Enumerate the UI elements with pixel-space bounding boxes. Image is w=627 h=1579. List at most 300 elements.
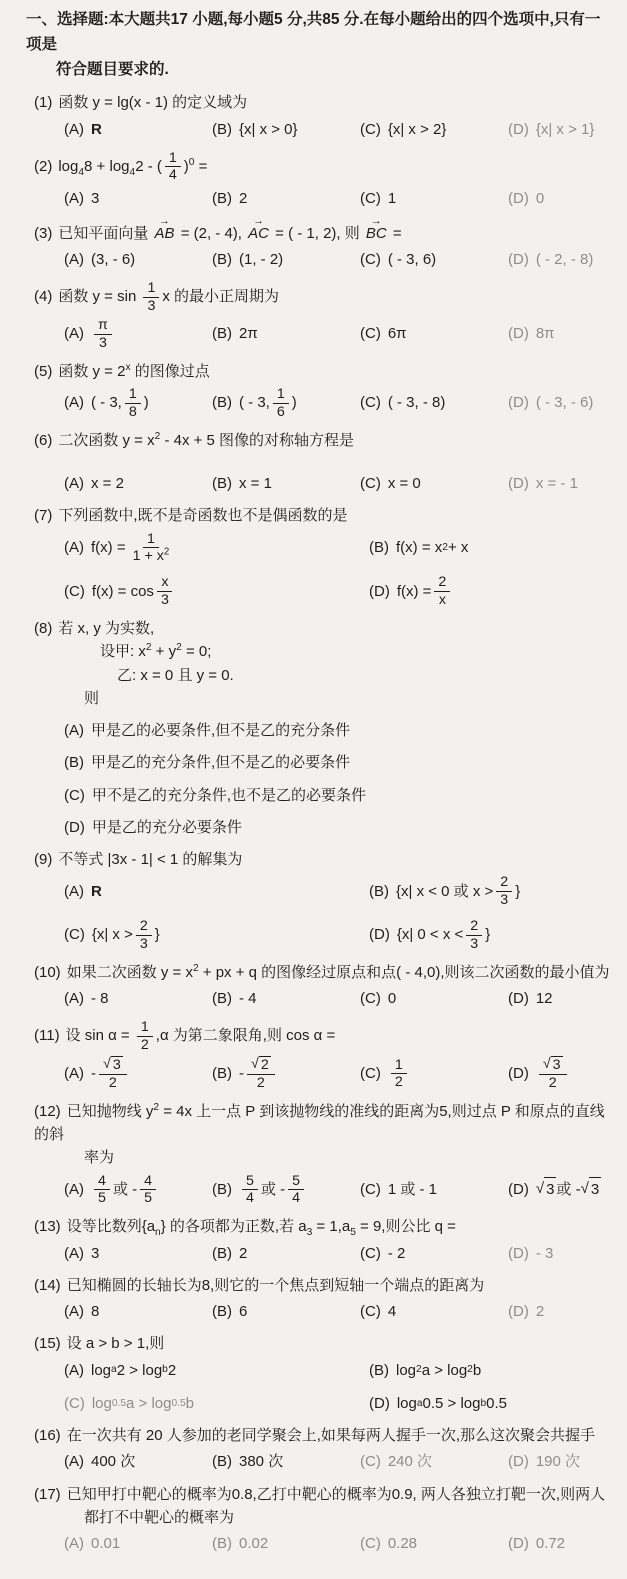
option-value: ( - 3, - 8) <box>387 394 446 412</box>
option-A <box>64 1242 212 1265</box>
option-D <box>508 322 555 345</box>
question-10 <box>12 961 615 1011</box>
option-label: (B) <box>212 120 232 138</box>
fraction: $\frac{1}{4}$ <box>165 150 181 184</box>
fraction: $\frac{\pi}{3}$ <box>94 317 112 351</box>
fraction: $\frac{2}{x}$ <box>434 574 450 608</box>
option-value: 0.02 <box>239 1535 269 1553</box>
option-A <box>64 248 212 271</box>
option-C <box>64 918 369 952</box>
option-value: log 0.5 a > log 0.5 b <box>91 1394 195 1412</box>
question-number: (8) <box>34 620 53 638</box>
fraction: $\frac{1}{6}$ <box>273 386 289 420</box>
option-C <box>360 1450 508 1473</box>
section-header-line2: 符合题目要求的. <box>56 60 169 78</box>
option-label: (C) <box>360 1453 381 1471</box>
options <box>64 1173 615 1207</box>
option-label: (C) <box>360 251 381 269</box>
option-label: (A) <box>64 189 84 207</box>
fraction: $\frac{5}{4}$ <box>242 1173 258 1207</box>
option-value <box>91 317 115 351</box>
option-value: {x| x > $\frac{2}{3}$ } <box>91 918 160 952</box>
option-B <box>369 536 615 559</box>
option-label: (D) <box>508 120 529 138</box>
option-label: (A) <box>64 120 84 138</box>
option-label: (D) <box>369 582 390 600</box>
option-D <box>508 1450 580 1473</box>
option-value: {x| x > 2} <box>387 120 447 138</box>
fraction: $\frac{2}{3}$ <box>466 918 482 952</box>
question-stem: (2) $\log_48 + \log_42$ - ( $\frac{1}{4}$ )$^0$ = <box>34 149 208 184</box>
option-C <box>64 784 615 807</box>
option-value: √ 3 或 - √ 3 <box>536 1177 601 1201</box>
question-number: (3) <box>34 224 53 242</box>
option-value: 甲是乙的必要条件,但不是乙的充分条件 <box>91 722 351 740</box>
option-value: {x| x < 0 或 x > $\frac{2}{3}$ } <box>396 874 521 908</box>
option-D <box>508 1532 565 1555</box>
option-label: (B) <box>369 882 389 900</box>
options <box>64 248 615 271</box>
fraction: $\frac{2}{3}$ <box>136 918 152 952</box>
option-label: (B) <box>212 1244 232 1262</box>
options <box>64 874 615 952</box>
option-value: 8π <box>535 325 555 343</box>
option-value: - √ 3 2 <box>91 1056 130 1091</box>
options <box>64 472 615 495</box>
option-B <box>212 1450 360 1473</box>
option-value: 3 <box>91 189 100 207</box>
options <box>64 187 615 210</box>
vector-arrow-notation: → AB <box>155 219 175 245</box>
option-label: (D) <box>508 990 529 1008</box>
question-stem-continued: 率为 <box>84 1149 115 1167</box>
option-value: {x| x > 1} <box>535 120 595 138</box>
fraction: √ 2 2 <box>247 1056 275 1091</box>
option-label: (C) <box>360 1064 381 1082</box>
option-label: (A) <box>64 1535 84 1553</box>
option-D <box>508 987 553 1010</box>
question-11 <box>12 1019 615 1091</box>
question-16 <box>12 1424 615 1474</box>
option-C <box>360 248 508 271</box>
option-label: (D) <box>508 1303 529 1321</box>
option-label: (A) <box>64 1180 84 1198</box>
question-number: (14) <box>34 1276 61 1294</box>
option-value: 2 <box>239 189 248 207</box>
question-number: (6) <box>34 431 53 449</box>
option-C <box>360 1532 508 1555</box>
question-stem: (4) 函数 y = sin $\frac{1}{3}$ x 的最小正周期为 <box>34 280 280 314</box>
option-label: (A) <box>64 538 84 556</box>
option-value: 240 次 <box>387 1453 433 1471</box>
option-value: {x| x > 0} <box>239 120 298 138</box>
option-A <box>64 1300 212 1323</box>
option-value: x = 2 <box>91 475 124 493</box>
question-number: (13) <box>34 1218 61 1236</box>
option-label: (C) <box>64 1394 85 1412</box>
option-value: x = - 1 <box>535 475 578 493</box>
option-value: $\frac{4}{5}$ 或 - $\frac{4}{5}$ <box>91 1173 159 1207</box>
option-C <box>360 1057 508 1091</box>
question-number: (9) <box>34 851 53 869</box>
question-1 <box>12 91 615 141</box>
option-A <box>64 1359 369 1382</box>
option-value: (1, - 2) <box>239 251 284 269</box>
question-stem-continued: 都打不中靶心的概率为 <box>84 1508 235 1526</box>
option-A <box>64 1173 212 1207</box>
option-D <box>508 187 544 210</box>
question-number: (16) <box>34 1427 61 1445</box>
option-value: x = 0 <box>387 475 421 493</box>
option-label: (B) <box>212 251 232 269</box>
option-B <box>212 1300 360 1323</box>
option-B <box>64 751 615 774</box>
option-label: (C) <box>360 990 381 1008</box>
option-value: 4 <box>387 1303 397 1321</box>
option-B <box>212 386 360 420</box>
option-value <box>536 1056 570 1091</box>
option-label: (A) <box>64 1453 84 1471</box>
option-label: (B) <box>212 394 232 412</box>
option-value: 甲是乙的充分必要条件 <box>91 818 242 836</box>
question-stem: (10) 如果二次函数 $y = x^2$ + px + q 的图像经过原点和点( - 4,0),则该二次函数的最小值为 <box>34 962 610 981</box>
question-stem: (11) 设 sin α = $\frac{1}{2}$ ,α 为第二象限角,则 cos α = <box>34 1019 336 1053</box>
section-header <box>12 8 615 82</box>
option-label: (A) <box>64 722 84 740</box>
sqrt-notation: √ 3 <box>581 1177 602 1201</box>
option-value: - √ 2 2 <box>239 1056 278 1091</box>
option-B <box>369 1359 615 1382</box>
question-stem: (7) 下列函数中,既不是奇函数也不是偶函数的是 <box>34 507 348 525</box>
question-stem: (13) 设等比数列$\{a_n\}$ 的各项都为正数,若 $a_3 = 1,a_5 = 9$,则公比 q = <box>34 1218 456 1239</box>
option-B <box>212 987 360 1010</box>
question-stem-continued: 乙: x = 0 且 y = 0. <box>117 666 234 684</box>
fraction: $\frac{4}{5}$ <box>94 1173 110 1207</box>
options <box>64 1359 615 1416</box>
option-B <box>212 322 360 345</box>
options <box>12 719 615 839</box>
options <box>64 317 615 351</box>
option-label: (B) <box>212 1180 232 1198</box>
vector-arrow-notation: → AC <box>248 219 269 245</box>
option-label: (C) <box>360 325 381 343</box>
option-label: (D) <box>508 394 529 412</box>
option-label: (D) <box>508 325 529 343</box>
option-label: (A) <box>64 1064 84 1082</box>
option-value: $\frac{5}{4}$ 或 - $\frac{5}{4}$ <box>239 1173 307 1207</box>
option-D <box>508 391 593 414</box>
option-label: (A) <box>64 1303 84 1321</box>
option-value: R <box>91 882 102 900</box>
fraction: √ 3 2 <box>99 1056 127 1091</box>
question-number: (11) <box>34 1027 60 1045</box>
question-4 <box>12 280 615 351</box>
option-label: (B) <box>212 1535 232 1553</box>
question-3 <box>12 219 615 272</box>
option-A <box>64 719 615 742</box>
option-label: (C) <box>64 786 85 804</box>
sqrt-notation: √ 3 <box>536 1177 557 1201</box>
sqrt-notation: √ 3 <box>103 1056 121 1074</box>
option-value: 2 <box>239 1244 248 1262</box>
question-7 <box>12 504 615 608</box>
option-D <box>64 816 615 839</box>
option-A <box>64 187 212 210</box>
option-C <box>360 1300 508 1323</box>
fraction: $\frac{5}{4}$ <box>288 1173 304 1207</box>
question-2 <box>12 150 615 210</box>
option-value: ( - 3, $\frac{1}{8}$ ) <box>91 386 149 420</box>
option-A <box>64 880 369 903</box>
option-label: (C) <box>360 1535 381 1553</box>
options <box>64 118 615 141</box>
option-label: (C) <box>360 394 381 412</box>
question-stem: (6) 二次函数 $y = x^2 - 4x + 5$ 图像的对称轴方程是 <box>34 430 355 449</box>
option-value: 0.01 <box>91 1535 121 1553</box>
section-header-line1: 一、选择题:本大题共17 小题,每小题5 分,共85 分.在每小题给出的四个选项中,只有一项是 <box>26 11 601 53</box>
option-value: 190 次 <box>535 1453 581 1471</box>
option-label: (A) <box>64 990 84 1008</box>
option-value: x = 1 <box>239 475 272 493</box>
option-value: (3, - 6) <box>91 251 136 269</box>
option-B <box>212 187 360 210</box>
question-17 <box>12 1483 615 1556</box>
option-value: 0 <box>535 189 545 207</box>
question-13 <box>12 1215 615 1265</box>
option-label: (B) <box>212 1064 232 1082</box>
options <box>64 1056 615 1091</box>
option-value: - 2 <box>387 1244 406 1262</box>
option-A <box>64 1450 212 1473</box>
option-label: (B) <box>369 538 389 556</box>
option-value: ( - 3, - 6) <box>535 394 594 412</box>
option-A <box>64 1056 212 1091</box>
option-label: (D) <box>369 926 390 944</box>
option-value: f(x) = $\frac{1}{1 + x^2}$ <box>91 531 176 565</box>
option-label: (D) <box>508 1180 529 1198</box>
option-B <box>212 248 360 271</box>
option-label: (D) <box>508 475 529 493</box>
option-C <box>360 987 508 1010</box>
option-value: 8 <box>91 1303 100 1321</box>
option-label: (C) <box>360 1180 381 1198</box>
question-14 <box>12 1274 615 1324</box>
option-A <box>64 1532 212 1555</box>
question-number: (10) <box>34 963 61 981</box>
option-label: (C) <box>360 1244 381 1262</box>
option-C <box>360 118 508 141</box>
option-D <box>508 118 594 141</box>
option-D <box>508 472 578 495</box>
option-label: (B) <box>212 189 232 207</box>
option-label: (C) <box>360 189 381 207</box>
option-value: 甲不是乙的充分条件,也不是乙的必要条件 <box>91 786 366 804</box>
option-label: (B) <box>212 1303 232 1321</box>
option-label: (A) <box>64 1244 84 1262</box>
option-label: (A) <box>64 394 84 412</box>
option-A <box>64 118 212 141</box>
option-value: {x| 0 < x < $\frac{2}{3}$ } <box>396 918 491 952</box>
question-15 <box>12 1332 615 1415</box>
option-value: 0.28 <box>387 1535 418 1553</box>
question-stem: (16) 在一次共有 20 人参加的老同学聚会上,如果每两人握手一次,那么这次聚会共握手 <box>34 1427 596 1445</box>
option-D <box>508 248 593 271</box>
option-value: 380 次 <box>239 1453 284 1471</box>
option-A <box>64 386 212 420</box>
question-stem: (8) 若 x, y 为实数, <box>34 620 155 638</box>
fraction: $\frac{1}{2}$ <box>137 1019 153 1053</box>
options <box>64 1532 615 1555</box>
option-value: - 4 <box>239 990 257 1008</box>
question-number: (12) <box>34 1102 61 1120</box>
option-A <box>64 531 369 565</box>
question-12 <box>12 1100 615 1207</box>
option-value: - 3 <box>535 1244 554 1262</box>
question-6 <box>12 429 615 496</box>
question-number: (2) <box>34 157 53 175</box>
fraction: $\frac{x}{3}$ <box>157 574 173 608</box>
option-value: 6π <box>387 325 407 343</box>
question-8 <box>12 617 615 839</box>
option-label: (B) <box>212 325 232 343</box>
option-B <box>212 472 360 495</box>
option-label: (D) <box>508 1244 529 1262</box>
options <box>64 987 615 1010</box>
question-number: (1) <box>34 94 53 112</box>
option-value: ( - 2, - 8) <box>535 251 594 269</box>
option-value: R <box>91 120 102 138</box>
option-D <box>508 1056 570 1091</box>
fraction: $\frac{1}{2}$ <box>391 1057 407 1091</box>
option-label: (A) <box>64 251 84 269</box>
sqrt-notation: √ 2 <box>251 1056 269 1074</box>
option-A <box>64 987 212 1010</box>
option-value: ( - 3, 6) <box>387 251 437 269</box>
option-D <box>508 1242 553 1265</box>
option-value: 0 <box>387 990 397 1008</box>
option-value: 1 <box>387 189 397 207</box>
option-B <box>212 118 360 141</box>
options <box>64 1242 615 1265</box>
option-C <box>64 574 369 608</box>
question-9 <box>12 848 615 952</box>
fraction: $\frac{1}{8}$ <box>125 386 141 420</box>
question-stem-continued: 设甲: $x^2 + y^2 = 0$; <box>100 642 212 661</box>
question-number: (5) <box>34 362 53 380</box>
option-label: (D) <box>508 1453 529 1471</box>
option-C <box>64 1392 369 1415</box>
option-value: f(x) = cos $\frac{x}{3}$ <box>92 574 176 608</box>
option-value: 0.72 <box>535 1535 566 1553</box>
option-C <box>360 1178 508 1201</box>
option-B <box>212 1173 360 1207</box>
option-D <box>369 1392 615 1415</box>
fraction: √ 3 2 <box>539 1056 567 1091</box>
question-number: (7) <box>34 507 53 525</box>
question-stem: (17) 已知甲打中靶心的概率为0.8,乙打中靶心的概率为0.9, 两人各独立打靶一次,则两人 <box>34 1485 606 1503</box>
option-label: (A) <box>64 882 84 900</box>
option-B <box>212 1532 360 1555</box>
option-label: (B) <box>369 1361 389 1379</box>
option-D <box>508 1177 601 1201</box>
question-stem: (12) 已知抛物线 $y^2 = 4x$ 上一点 P 到该抛物线的准线的距离为5,则过点 P 和原点的直线的斜 <box>34 1101 605 1144</box>
option-label: (D) <box>508 251 529 269</box>
fraction: $\frac{1}{3}$ <box>143 280 159 314</box>
option-value: log 2 a > log 2 b <box>396 1361 482 1379</box>
option-label: (C) <box>64 926 85 944</box>
option-A <box>64 472 212 495</box>
option-label: (C) <box>64 582 85 600</box>
question-stem-continued: 则 <box>84 689 100 707</box>
option-value: 3 <box>91 1244 100 1262</box>
options <box>64 386 615 420</box>
question-number: (15) <box>34 1335 61 1353</box>
option-value: 甲是乙的充分条件,但不是乙的必要条件 <box>91 754 351 772</box>
question-stem: (5) 函数 $y = 2^x$ 的图像过点 <box>34 361 210 380</box>
question-stem: (9) 不等式 |3x - 1| < 1 的解集为 <box>34 851 243 869</box>
option-label: (D) <box>64 818 85 836</box>
option-C <box>360 472 508 495</box>
option-label: (A) <box>64 325 84 343</box>
option-label: (C) <box>360 475 381 493</box>
question-stem: (14) 已知椭圆的长轴长为8,则它的一个焦点到短轴一个端点的距离为 <box>34 1276 485 1294</box>
option-value: 6 <box>239 1303 248 1321</box>
option-C <box>360 1242 508 1265</box>
option-value: ( - 3, $\frac{1}{6}$ ) <box>239 386 297 420</box>
option-D <box>369 918 615 952</box>
options <box>64 1450 615 1473</box>
option-label: (D) <box>508 189 529 207</box>
option-label: (D) <box>369 1394 390 1412</box>
fraction: $\frac{1}{1 + x^2}$ <box>132 530 170 565</box>
option-label: (B) <box>212 475 232 493</box>
question-number: (4) <box>34 288 53 306</box>
option-value: 400 次 <box>91 1453 136 1471</box>
fraction: $\frac{2}{3}$ <box>496 874 512 908</box>
option-label: (D) <box>508 1064 529 1082</box>
question-stem: (15) 设 a > b > 1,则 <box>34 1335 165 1353</box>
option-value: f(x) = x 2 + x <box>396 538 469 556</box>
sqrt-notation: √ 3 <box>542 1056 561 1074</box>
option-B <box>212 1242 360 1265</box>
option-label: (B) <box>64 754 84 772</box>
option-A <box>64 317 212 351</box>
option-label: (C) <box>360 120 381 138</box>
question-5 <box>12 360 615 420</box>
option-C <box>360 391 508 414</box>
option-B <box>212 1056 360 1091</box>
options <box>64 1300 615 1323</box>
question-number: (17) <box>34 1485 61 1503</box>
option-C <box>360 187 508 210</box>
question-stem: (3) 已知平面向量 → AB = (2, - 4), → AC = ( - 1, 2), 则 → BC = <box>34 219 615 245</box>
option-value: 12 <box>535 990 553 1008</box>
options <box>64 531 615 609</box>
option-value <box>388 1057 410 1091</box>
option-value: 2π <box>239 325 258 343</box>
option-D <box>508 1300 544 1323</box>
option-label: (C) <box>360 1303 381 1321</box>
option-value: f(x) = $\frac{2}{x}$ <box>397 574 454 608</box>
option-value: - 8 <box>91 990 109 1008</box>
option-label: (D) <box>508 1535 529 1553</box>
question-list <box>12 91 615 1555</box>
option-C <box>360 322 508 345</box>
question-stem: (1) 函数 y = lg(x - 1) 的定义域为 <box>34 94 248 112</box>
option-value: log a 0.5 > log b 0.5 <box>396 1394 508 1412</box>
option-value: log a 2 > log b 2 <box>91 1361 177 1379</box>
option-label: (B) <box>212 990 232 1008</box>
